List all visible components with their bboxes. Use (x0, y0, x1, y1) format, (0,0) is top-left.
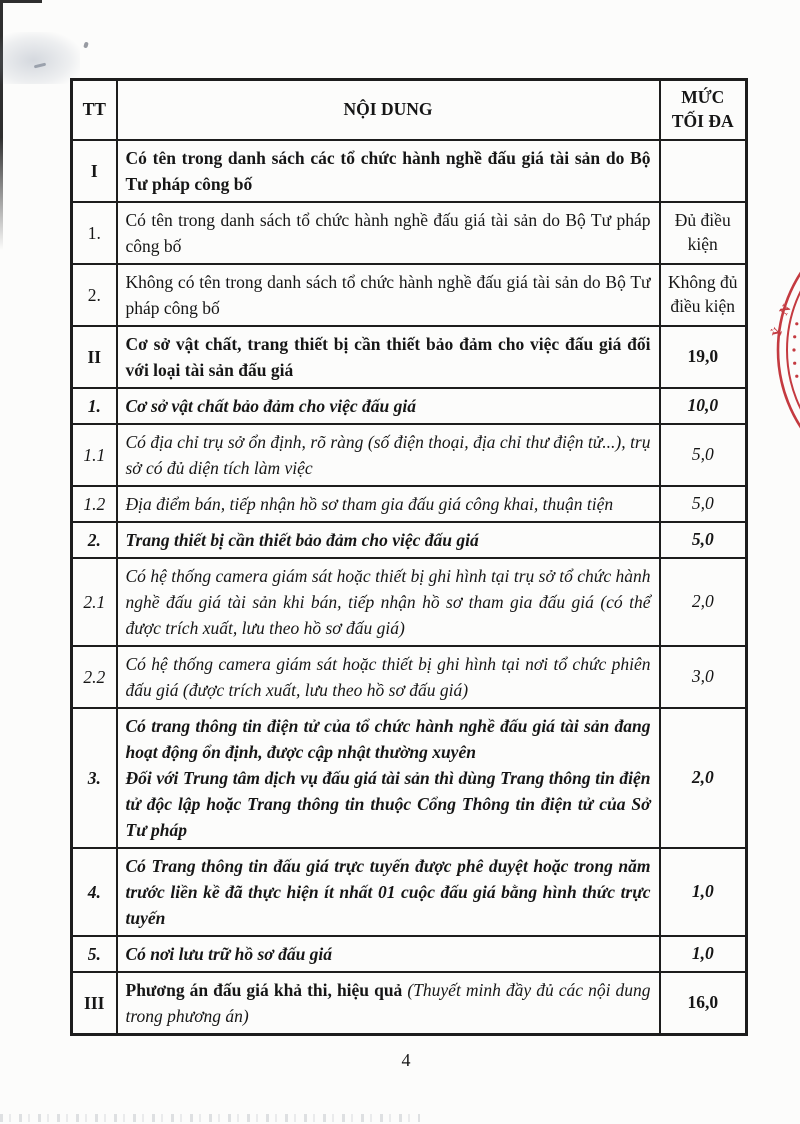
row-content: Có hệ thống camera giám sát hoặc thiết bị ghi hình tại nơi tổ chức phiên đấu giá (được trích xuất, lưu theo hồ sơ đấu giá) (117, 646, 660, 708)
row-max-score: 1,0 (660, 936, 747, 972)
row-max-score: 2,0 (660, 708, 747, 848)
scan-smudge-dot (83, 42, 89, 49)
criteria-table (70, 78, 748, 1036)
row-max-score: 5,0 (660, 522, 747, 558)
row-number: 1.1 (72, 424, 117, 486)
row-number: I (72, 140, 117, 202)
table-row (72, 646, 747, 708)
table-row (72, 558, 747, 646)
official-stamp-icon (760, 250, 800, 450)
table-row (72, 708, 747, 848)
table-row (72, 424, 747, 486)
stamp-letter: Ỷ (768, 325, 786, 339)
row-max-score (660, 140, 747, 202)
table-row (72, 522, 747, 558)
row-number: 2.2 (72, 646, 117, 708)
scan-edge-artifact-top (0, 0, 42, 3)
row-content: Có Trang thông tin đấu giá trực tuyến được phê duyệt hoặc trong năm trước liền kề đã thực hiện ít nhất 01 cuộc đấu giá bằng hình thức trực tuyến (117, 848, 660, 936)
row-number: 4. (72, 848, 117, 936)
table-row (72, 202, 747, 264)
scan-speckles (0, 1114, 420, 1122)
table-row (72, 848, 747, 936)
row-max-score: 3,0 (660, 646, 747, 708)
table-row (72, 140, 747, 202)
row-content: Cơ sở vật chất bảo đảm cho việc đấu giá (117, 388, 660, 424)
col-header-max-level: MỨC TỐI ĐA (660, 80, 747, 141)
table-row (72, 388, 747, 424)
row-max-score: Không đủ điều kiện (660, 264, 747, 326)
criteria-table-body (72, 140, 747, 1035)
row-max-score: 2,0 (660, 558, 747, 646)
row-content: Có nơi lưu trữ hồ sơ đấu giá (117, 936, 660, 972)
table-row (72, 972, 747, 1035)
row-content: Có trang thông tin điện tử của tổ chức hành nghề đấu giá tài sản đang hoạt động ổn định, được cập nhật thường xuyên Đối với Trung tâm dịch vụ đấu giá tài sản thì dùng Trang thông tin điện tử độc lập hoặc Trang thông tin thuộc Cổng Thông tin điện tử của Sở Tư pháp (117, 708, 660, 848)
row-content: Có tên trong danh sách tổ chức hành nghề đấu giá tài sản do Bộ Tư pháp công bố (117, 202, 660, 264)
row-content: Địa điểm bán, tiếp nhận hồ sơ tham gia đấu giá công khai, thuận tiện (117, 486, 660, 522)
table-row (72, 326, 747, 388)
row-max-score: 1,0 (660, 848, 747, 936)
row-max-score: 19,0 (660, 326, 747, 388)
row-number: 1.2 (72, 486, 117, 522)
row-number: 2. (72, 522, 117, 558)
row-content: Không có tên trong danh sách tổ chức hành nghề đấu giá tài sản do Bộ Tư pháp công bố (117, 264, 660, 326)
row-content: Phương án đấu giá khả thi, hiệu quả (Thuyết minh đầy đủ các nội dung trong phương án) (117, 972, 660, 1035)
page-number: 4 (401, 1050, 411, 1070)
row-number: 2.1 (72, 558, 117, 646)
row-max-score: 5,0 (660, 486, 747, 522)
row-number: 3. (72, 708, 117, 848)
row-number: III (72, 972, 117, 1035)
table-header-row (72, 80, 747, 141)
row-number: 2. (72, 264, 117, 326)
row-content: Cơ sở vật chất, trang thiết bị cần thiết bảo đảm cho việc đấu giá đối với loại tài sản đấu giá (117, 326, 660, 388)
col-header-content: NỘI DUNG (117, 80, 660, 141)
row-content: Có tên trong danh sách các tổ chức hành nghề đấu giá tài sản do Bộ Tư pháp công bố (117, 140, 660, 202)
row-max-score: 10,0 (660, 388, 747, 424)
table-row (72, 264, 747, 326)
row-content: Có hệ thống camera giám sát hoặc thiết bị ghi hình tại trụ sở tổ chức hành nghề đấu giá tài sản khi bán, tiếp nhận hồ sơ tham gia đấu giá (có thể được trích xuất, lưu theo hồ sơ đấu giá) (117, 558, 660, 646)
row-number: 5. (72, 936, 117, 972)
row-content: Có địa chỉ trụ sở ổn định, rõ ràng (số điện thoại, địa chỉ thư điện tử...), trụ sở có đủ diện tích làm việc (117, 424, 660, 486)
row-number: 1. (72, 388, 117, 424)
row-max-score: Đủ điều kiện (660, 202, 747, 264)
table-row (72, 936, 747, 972)
row-max-score: 16,0 (660, 972, 747, 1035)
row-number: 1. (72, 202, 117, 264)
stamp-letter: N (775, 301, 794, 318)
col-header-tt: TT (72, 80, 117, 141)
table-row (72, 486, 747, 522)
row-max-score: 5,0 (660, 424, 747, 486)
row-content: Trang thiết bị cần thiết bảo đảm cho việc đấu giá (117, 522, 660, 558)
scan-smudge (0, 32, 80, 84)
row-number: II (72, 326, 117, 388)
